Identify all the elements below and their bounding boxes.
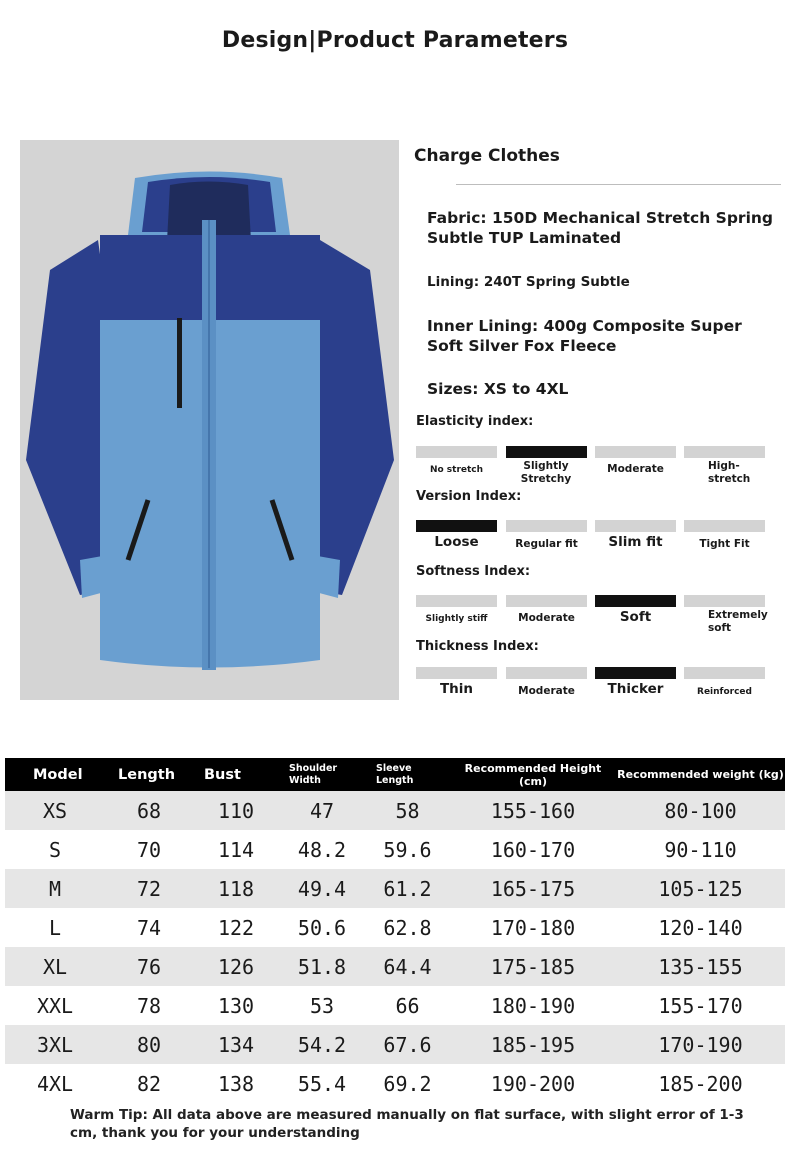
table-cell: 3XL xyxy=(5,1025,105,1064)
index-option xyxy=(506,520,587,556)
index-bar xyxy=(506,595,587,607)
column-header: Length xyxy=(105,758,193,791)
softness-index-title: Softness Index: xyxy=(416,564,531,579)
index-label: Moderate xyxy=(518,612,575,624)
table-cell: L xyxy=(48,915,62,940)
index-option-active xyxy=(595,667,676,703)
index-bar xyxy=(506,520,587,532)
table-cell: 49.4 xyxy=(279,869,365,908)
table-cell: 55.4 xyxy=(297,1071,347,1096)
index-option xyxy=(684,446,765,485)
index-option-active xyxy=(416,520,497,556)
index-bar xyxy=(684,520,765,532)
table-cell: 135-155 xyxy=(616,947,785,986)
index-label: Soft xyxy=(619,609,652,625)
table-cell: 130 xyxy=(217,993,255,1018)
column-header: Recommended Height (cm) xyxy=(450,758,616,791)
version-index-row xyxy=(416,520,766,556)
product-image xyxy=(20,140,399,700)
table-cell: 78 xyxy=(136,993,162,1018)
table-cell: XS xyxy=(5,791,105,830)
warm-tip: Warm Tip: All data above are measured manually on flat surface, with slight error of 1-3 cm, thank you for your understanding xyxy=(70,1107,744,1141)
table-cell: 54.2 xyxy=(279,1025,365,1064)
index-label: Tight Fit xyxy=(699,538,750,550)
index-option xyxy=(684,520,765,556)
table-cell: 118 xyxy=(193,869,279,908)
size-table xyxy=(5,758,785,1103)
index-label: Slightly Stretchy xyxy=(520,460,572,485)
index-bar xyxy=(684,667,765,679)
table-cell: 59.6 xyxy=(383,837,432,862)
index-option xyxy=(684,595,768,634)
index-option xyxy=(684,667,765,703)
version-index-title: Version Index: xyxy=(416,489,522,504)
index-bar xyxy=(506,667,587,679)
table-row xyxy=(5,908,785,947)
column-header: Model xyxy=(5,758,105,791)
table-row xyxy=(5,791,785,830)
index-label: Extremely soft xyxy=(708,609,768,634)
table-cell: XXL xyxy=(36,993,74,1018)
index-bar xyxy=(684,595,765,607)
index-label: High-stretch xyxy=(708,460,751,485)
table-cell: 134 xyxy=(193,1025,279,1064)
table-cell: 185-195 xyxy=(450,1025,616,1064)
table-cell: 48.2 xyxy=(297,837,347,862)
index-bar xyxy=(416,520,497,532)
table-row xyxy=(5,986,785,1025)
index-label: Regular fit xyxy=(515,538,578,550)
table-cell: 160-170 xyxy=(490,837,576,862)
table-cell: M xyxy=(5,869,105,908)
index-option xyxy=(506,667,587,703)
spec-panel xyxy=(410,140,790,710)
table-cell: 155-160 xyxy=(450,791,616,830)
table-cell: 138 xyxy=(217,1071,255,1096)
index-label: Thicker xyxy=(607,681,664,697)
table-header-row xyxy=(5,758,785,791)
index-option xyxy=(506,595,587,631)
index-option xyxy=(595,446,676,482)
table-row xyxy=(5,947,785,986)
table-cell: 165-175 xyxy=(450,869,616,908)
table-row xyxy=(5,1064,785,1103)
page-title: Design|Product Parameters xyxy=(221,28,569,53)
table-cell: 66 xyxy=(395,993,420,1018)
table-cell: 69.2 xyxy=(383,1071,432,1096)
index-label: Reinforced xyxy=(697,687,752,697)
table-cell: 50.6 xyxy=(297,915,347,940)
index-bar xyxy=(416,667,497,679)
index-bar xyxy=(684,446,765,458)
table-cell: 4XL xyxy=(36,1071,74,1096)
index-label: Slim fit xyxy=(608,534,663,550)
table-cell: 61.2 xyxy=(365,869,450,908)
spec-sizes: Sizes: XS to 4XL xyxy=(427,380,569,398)
thickness-index-title: Thickness Index: xyxy=(416,639,539,654)
table-cell: 110 xyxy=(193,791,279,830)
spec-lining: Lining: 240T Spring Subtle xyxy=(427,274,630,290)
table-cell: 170-190 xyxy=(616,1025,785,1064)
spec-fabric: Fabric: 150D Mechanical Stretch Spring Subtle TUP Laminated xyxy=(427,209,774,247)
table-cell: 62.8 xyxy=(383,915,432,940)
thickness-index-row xyxy=(416,667,766,703)
table-cell: 72 xyxy=(105,869,193,908)
table-cell: 175-185 xyxy=(450,947,616,986)
table-cell: 74 xyxy=(136,915,162,940)
table-cell: 90-110 xyxy=(664,837,737,862)
index-bar xyxy=(595,446,676,458)
index-bar xyxy=(595,667,676,679)
index-label: Moderate xyxy=(607,463,664,475)
index-bar xyxy=(595,595,676,607)
column-header: Recommended weight (kg) xyxy=(616,758,785,791)
index-option xyxy=(416,446,497,482)
table-cell: 185-200 xyxy=(658,1071,743,1096)
table-cell: 82 xyxy=(136,1071,162,1096)
index-bar xyxy=(595,520,676,532)
table-row xyxy=(5,869,785,908)
table-cell: 51.8 xyxy=(279,947,365,986)
index-bar xyxy=(416,595,497,607)
column-header: Sleeve Length xyxy=(365,758,450,791)
column-header: Bust xyxy=(193,758,279,791)
table-cell: XL xyxy=(5,947,105,986)
table-cell: 76 xyxy=(105,947,193,986)
table-cell: 122 xyxy=(217,915,255,940)
table-row xyxy=(5,830,785,869)
table-cell: 68 xyxy=(105,791,193,830)
table-row xyxy=(5,1025,785,1064)
index-option-active xyxy=(595,595,676,631)
index-label: Moderate xyxy=(518,685,575,697)
jacket-illustration xyxy=(20,140,399,700)
table-cell: 67.6 xyxy=(365,1025,450,1064)
index-label: Slightly stiff xyxy=(425,614,488,624)
index-label: Thin xyxy=(439,681,474,697)
table-cell: 114 xyxy=(217,837,255,862)
index-label: No stretch xyxy=(429,465,484,475)
index-bar xyxy=(416,446,497,458)
table-cell: 155-170 xyxy=(658,993,743,1018)
table-cell: 170-180 xyxy=(490,915,576,940)
index-option xyxy=(595,520,676,556)
spec-inner-lining: Inner Lining: 400g Composite Super Soft Silver Fox Fleece xyxy=(427,317,742,355)
table-cell: 105-125 xyxy=(616,869,785,908)
index-option-active xyxy=(506,446,587,485)
table-cell: 70 xyxy=(136,837,162,862)
index-bar xyxy=(506,446,587,458)
product-name: Charge Clothes xyxy=(414,146,560,166)
table-cell: 80 xyxy=(105,1025,193,1064)
table-body xyxy=(5,791,785,1103)
table-cell: 120-140 xyxy=(658,915,743,940)
index-option xyxy=(416,667,497,703)
table-cell: 180-190 xyxy=(490,993,576,1018)
index-option xyxy=(416,595,497,631)
table-cell: 53 xyxy=(309,993,335,1018)
elasticity-index-title: Elasticity index: xyxy=(416,414,534,429)
table-cell: 64.4 xyxy=(365,947,450,986)
table-cell: 47 xyxy=(279,791,365,830)
column-header: Shoulder Width xyxy=(279,758,365,791)
table-cell: 80-100 xyxy=(616,791,785,830)
elasticity-index-row xyxy=(416,446,766,485)
table-cell: 190-200 xyxy=(490,1071,576,1096)
table-cell: 126 xyxy=(193,947,279,986)
index-label: Loose xyxy=(434,534,479,550)
table-cell: 58 xyxy=(365,791,450,830)
softness-index-row xyxy=(416,595,768,634)
divider xyxy=(456,184,781,185)
table-cell: S xyxy=(48,837,62,862)
